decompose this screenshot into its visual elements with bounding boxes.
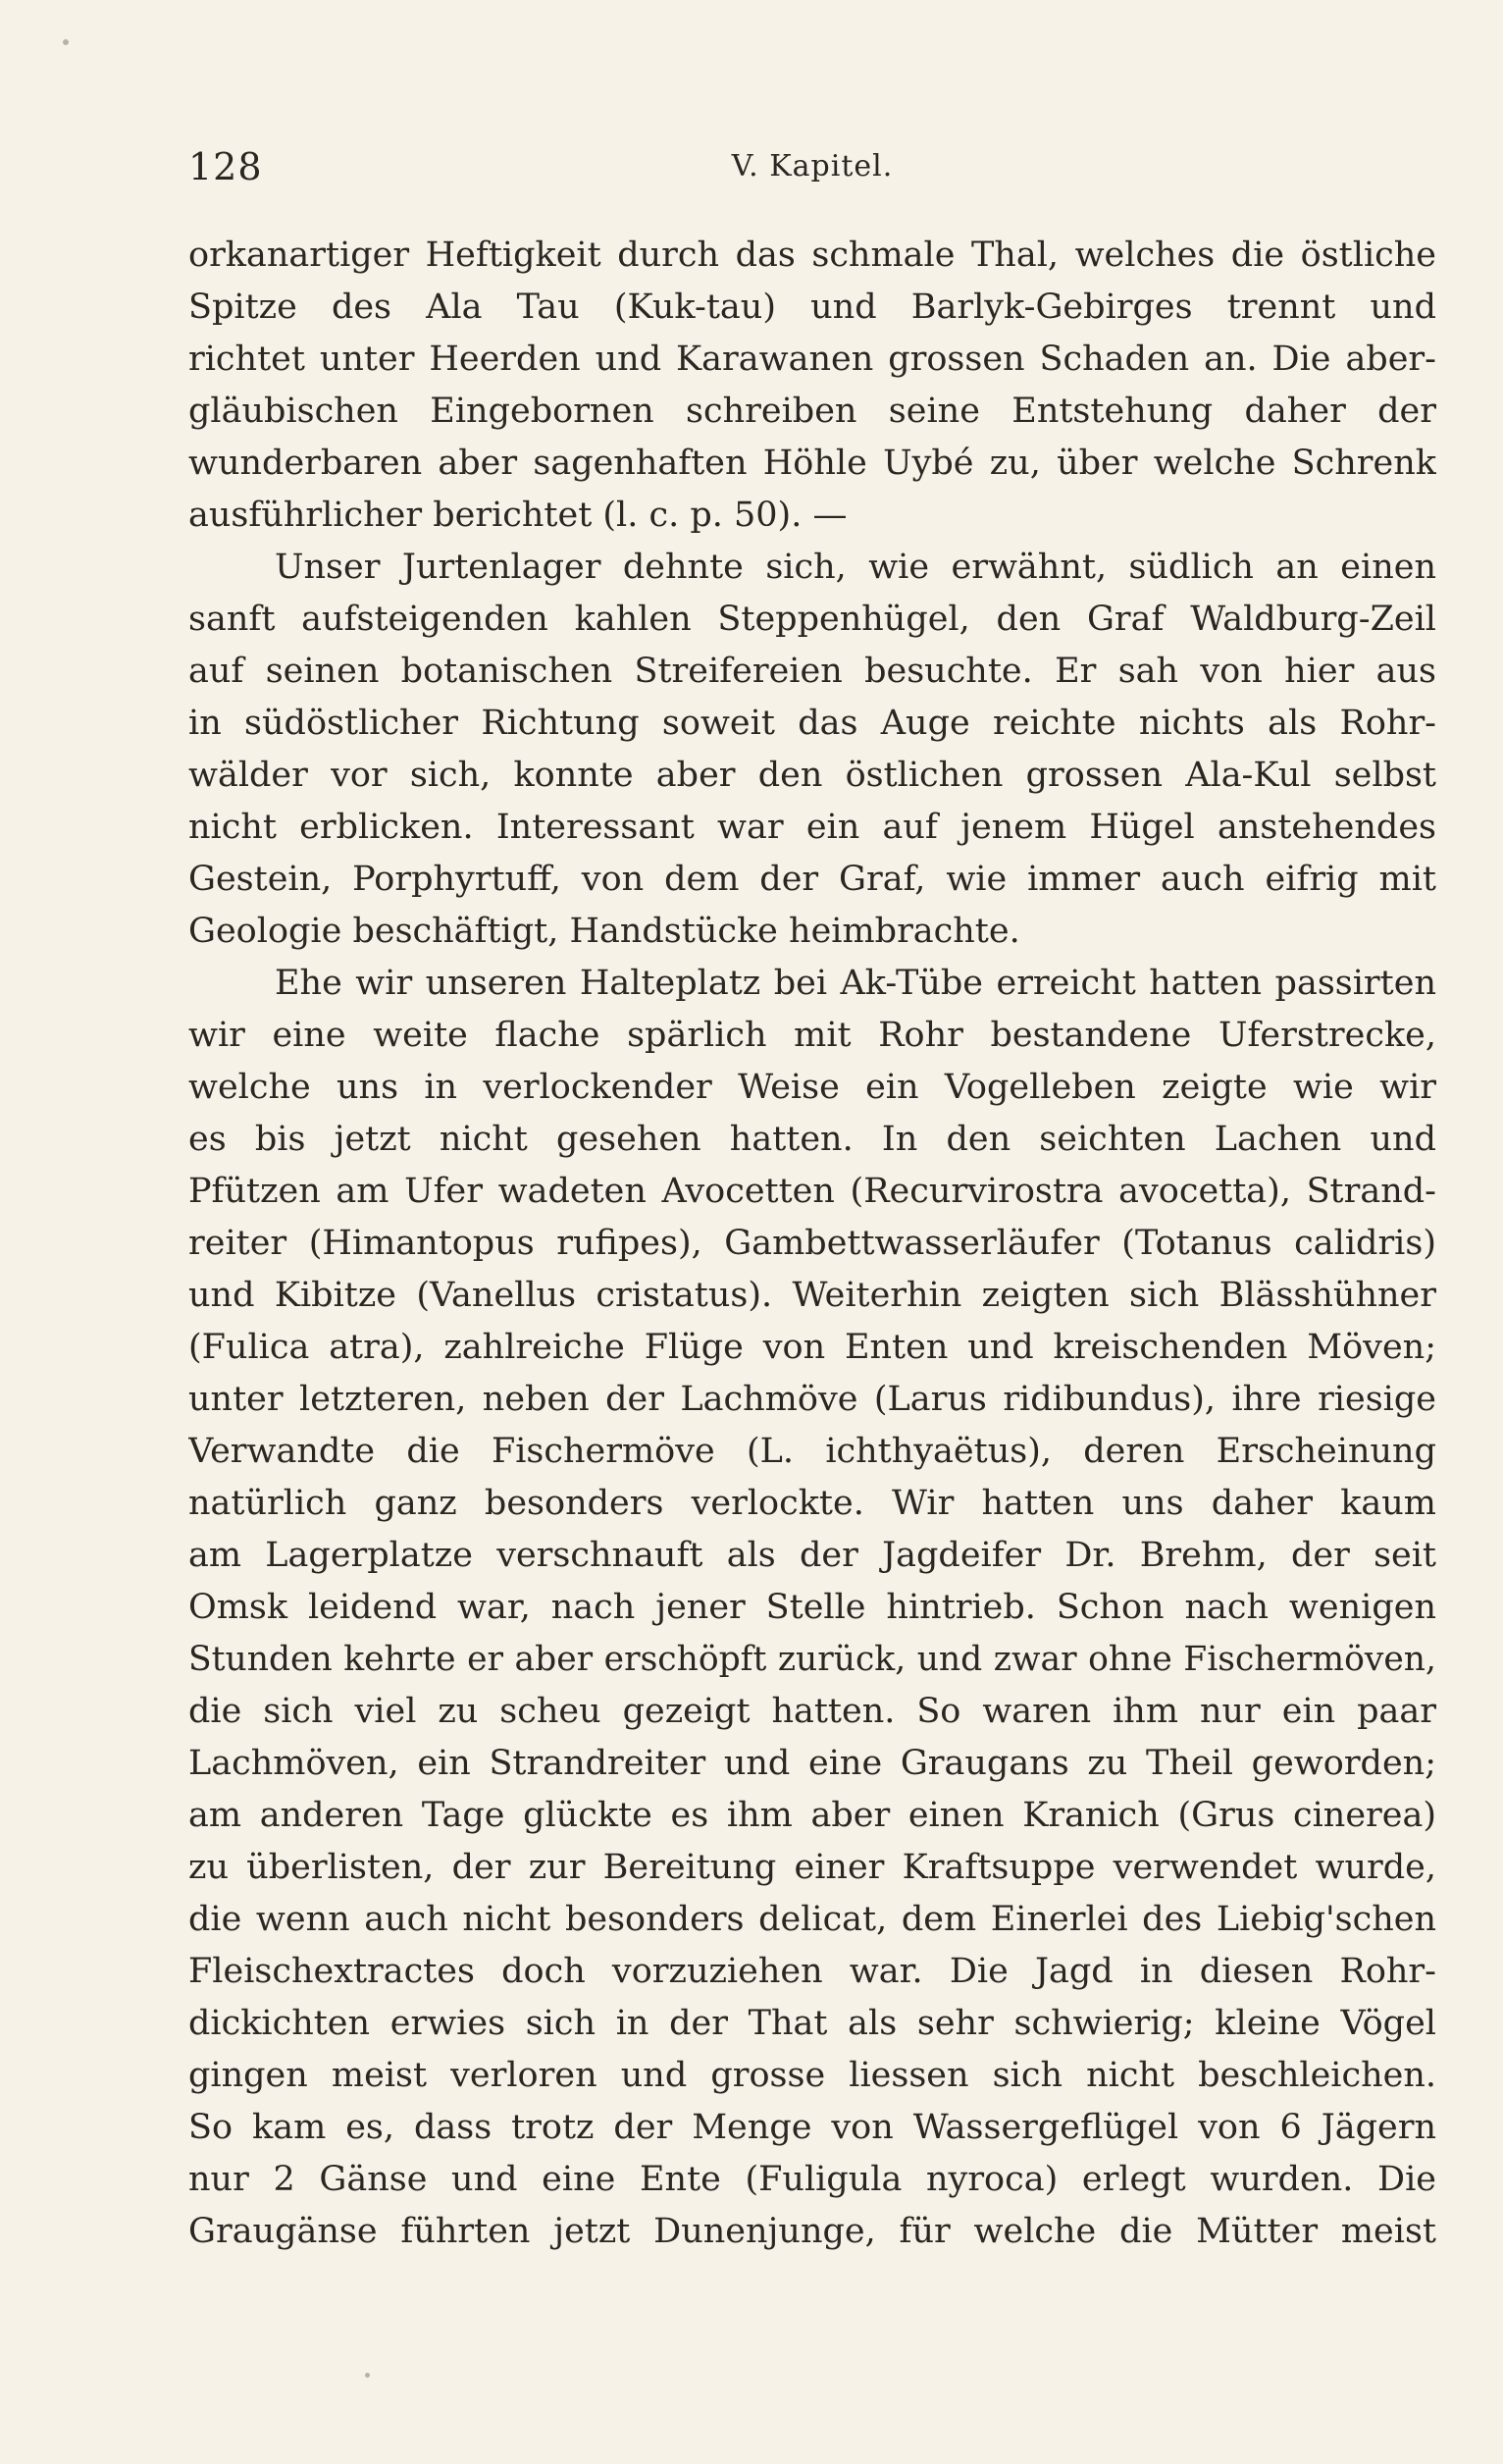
- paragraph: [188, 542, 1436, 958]
- text-line: Gestein, Porphyrtuff, von dem der Graf, wie immer auch eifrig mit: [188, 860, 1436, 899]
- body-text: [188, 230, 1436, 2258]
- text-line: gingen meist verloren und grosse liessen sich nicht beschleichen.: [188, 2056, 1436, 2095]
- text-line: wälder vor sich, konnte aber den östlichen grossen Ala-Kul selbst: [188, 756, 1436, 795]
- text-line: wir eine weite flache spärlich mit Rohr bestandene Uferstrecke,: [188, 1016, 1436, 1055]
- text-line: reiter (Himantopus rufipes), Gambettwasserläufer (Totanus calidris): [188, 1224, 1436, 1263]
- paragraph: [188, 230, 1436, 542]
- text-line: am Lagerplatze verschnauft als der Jagdeifer Dr. Brehm, der seit: [188, 1536, 1436, 1575]
- text-line: dickichten erwies sich in der That als sehr schwierig; kleine Vögel: [188, 2004, 1436, 2043]
- text-line: Lachmöven, ein Strandreiter und eine Graugans zu Theil geworden;: [188, 1744, 1436, 1783]
- text-line: und Kibitze (Vanellus cristatus). Weiterhin zeigten sich Blässhühner: [188, 1276, 1436, 1315]
- text-line: nicht erblicken. Interessant war ein auf jenem Hügel anstehendes: [188, 808, 1436, 847]
- text-line: Ehe wir unseren Halteplatz bei Ak-Tübe erreicht hatten passirten: [275, 964, 1436, 1003]
- text-line: Fleischextractes doch vorzuziehen war. Die Jagd in diesen Rohr-: [188, 1952, 1436, 1991]
- paper-speck: [365, 2373, 370, 2378]
- page-header: [188, 145, 1436, 194]
- page-number: 128: [188, 145, 263, 188]
- paragraph: [188, 958, 1436, 2258]
- text-line: die sich viel zu scheu gezeigt hatten. So waren ihm nur ein paar: [188, 1692, 1436, 1731]
- text-line: sanft aufsteigenden kahlen Steppenhügel, den Graf Waldburg-Zeil: [188, 600, 1436, 639]
- text-line: richtet unter Heerden und Karawanen grossen Schaden an. Die aber-: [188, 340, 1436, 379]
- text-line: Spitze des Ala Tau (Kuk-tau) und Barlyk-Gebirges trennt und: [188, 288, 1436, 327]
- text-line: auf seinen botanischen Streifereien besuchte. Er sah von hier aus: [188, 652, 1436, 691]
- text-line: am anderen Tage glückte es ihm aber einen Kranich (Grus cinerea): [188, 1796, 1436, 1835]
- text-line: in südöstlicher Richtung soweit das Auge reichte nichts als Rohr-: [188, 704, 1436, 743]
- paper-speck: [63, 39, 69, 45]
- text-line: es bis jetzt nicht gesehen hatten. In den seichten Lachen und: [188, 1120, 1436, 1159]
- text-line: orkanartiger Heftigkeit durch das schmale Thal, welches die östliche: [188, 236, 1436, 275]
- text-line: natürlich ganz besonders verlockte. Wir hatten uns daher kaum: [188, 1484, 1436, 1523]
- text-line: Graugänse führten jetzt Dunenjunge, für welche die Mütter meist: [188, 2212, 1436, 2251]
- running-head: V. Kapitel.: [731, 149, 894, 183]
- text-line: nur 2 Gänse und eine Ente (Fuligula nyroca) erlegt wurden. Die: [188, 2160, 1436, 2199]
- text-line: Unser Jurtenlager dehnte sich, wie erwähnt, südlich an einen: [275, 548, 1436, 587]
- text-line: ausführlicher berichtet (l. c. p. 50). —: [188, 496, 848, 535]
- text-line: So kam es, dass trotz der Menge von Wassergeflügel von 6 Jägern: [188, 2108, 1436, 2147]
- text-line: die wenn auch nicht besonders delicat, dem Einerlei des Liebig'schen: [188, 1900, 1436, 1939]
- text-line: wunderbaren aber sagenhaften Höhle Uybé zu, über welche Schrenk: [188, 444, 1436, 483]
- text-line: unter letzteren, neben der Lachmöve (Larus ridibundus), ihre riesige: [188, 1380, 1436, 1419]
- text-line: gläubischen Eingebornen schreiben seine Entstehung daher der: [188, 392, 1436, 431]
- text-line: Geologie beschäftigt, Handstücke heimbrachte.: [188, 912, 1020, 951]
- text-line: Stunden kehrte er aber erschöpft zurück, und zwar ohne Fischermöven,: [188, 1640, 1436, 1679]
- text-line: welche uns in verlockender Weise ein Vogelleben zeigte wie wir: [188, 1068, 1436, 1107]
- text-line: Omsk leidend war, nach jener Stelle hintrieb. Schon nach wenigen: [188, 1588, 1436, 1627]
- text-line: Verwandte die Fischermöve (L. ichthyaëtus), deren Erscheinung: [188, 1432, 1436, 1471]
- text-line: (Fulica atra), zahlreiche Flüge von Enten und kreischenden Möven;: [188, 1328, 1436, 1367]
- text-line: zu überlisten, der zur Bereitung einer Kraftsuppe verwendet wurde,: [188, 1848, 1436, 1887]
- text-line: Pfützen am Ufer wadeten Avocetten (Recurvirostra avocetta), Strand-: [188, 1172, 1436, 1211]
